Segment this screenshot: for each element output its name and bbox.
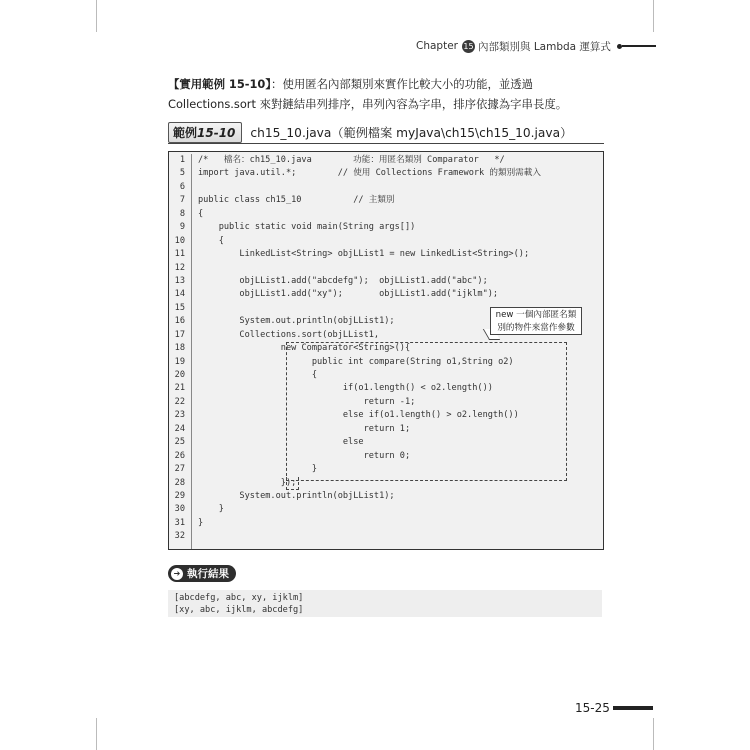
- line-number: 25: [174, 437, 185, 448]
- line-number: 7: [179, 195, 185, 206]
- code-line: System.out.println(objLList1);: [198, 490, 395, 501]
- header-rule: [622, 45, 656, 47]
- code-line: {: [198, 235, 224, 246]
- page-number: 15-25: [575, 701, 610, 715]
- line-number: 28: [174, 477, 185, 488]
- line-number: 1: [179, 155, 185, 165]
- code-line: [198, 530, 598, 543]
- code-line: LinkedList<String> objLList1 = new LinkedList<String>();: [198, 249, 530, 260]
- result-label: 執行結果: [187, 568, 229, 580]
- code-line: objLList1.add("abcdefg"); objLList1.add("abc");: [198, 275, 488, 286]
- code-line: return -1;: [198, 396, 416, 407]
- line-number: 31: [174, 517, 185, 528]
- line-number: 9: [179, 222, 185, 233]
- line-number: 19: [174, 356, 185, 367]
- code-line: return 0;: [198, 450, 411, 461]
- line-number: 8: [179, 208, 185, 219]
- code-line: else if(o1.length() > o2.length()): [198, 410, 519, 421]
- crop-mark: [96, 0, 97, 32]
- crop-mark: [96, 718, 97, 750]
- line-number: 30: [174, 504, 185, 515]
- callout-line: 別的物件來當作參數: [497, 323, 575, 333]
- line-number: 22: [174, 396, 185, 407]
- code-line: /* 檔名：ch15_10.java 功能：用匿名類別 Comparator */: [198, 155, 505, 165]
- code-line: [198, 262, 598, 275]
- output-line: [xy, abc, ijklm, abcdefg]: [174, 605, 304, 615]
- line-number: 18: [174, 343, 185, 354]
- crop-mark: [653, 718, 654, 750]
- code-line: else: [198, 437, 364, 448]
- code-body: [198, 154, 598, 544]
- example-tag: 【實用範例 15-10】: [168, 77, 272, 91]
- badge-prefix: 範例: [173, 125, 198, 140]
- line-number: 5: [179, 168, 185, 179]
- chapter-title: 內部類別與 Lambda 運算式: [477, 40, 611, 53]
- example-badge: [168, 122, 242, 143]
- page-number-bar: [613, 706, 653, 710]
- heading-underline: [168, 143, 604, 144]
- badge-number: 15-10: [197, 125, 236, 140]
- code-line: }: [198, 517, 204, 528]
- code-listing: [168, 151, 604, 550]
- code-line: System.out.println(objLList1);: [198, 316, 395, 327]
- intro-paragraph: [168, 74, 608, 114]
- code-line: }: [198, 464, 317, 475]
- code-line: Collections.sort(objLList1,: [198, 329, 380, 340]
- code-line: }: [198, 504, 224, 515]
- code-line: return 1;: [198, 423, 411, 434]
- line-number: 23: [174, 410, 185, 421]
- line-number: 26: [174, 450, 185, 461]
- code-line: [198, 181, 598, 194]
- code-line: objLList1.add("xy"); objLList1.add("ijklm");: [198, 289, 499, 300]
- code-line: public int compare(String o1,String o2): [198, 356, 514, 367]
- crop-mark: [653, 0, 654, 32]
- code-line: {: [198, 370, 317, 380]
- line-number: 6: [179, 181, 185, 192]
- chapter-number-badge: 15: [463, 41, 474, 51]
- line-number: 29: [174, 490, 185, 501]
- line-number: 17: [174, 329, 185, 340]
- intro-text: ：使用匿名內部類別來實作比較大小的功能，並透過 Collections.sort 來對鏈結串列排序，串列內容為字串，排序依據為字串長度。: [168, 77, 568, 111]
- line-number: 32: [174, 531, 185, 542]
- result-badge: [168, 565, 236, 582]
- code-line: });: [198, 477, 297, 488]
- line-number: 13: [174, 275, 185, 286]
- line-number: 16: [174, 316, 185, 327]
- code-line: public static void main(String args[]): [198, 222, 416, 233]
- line-number: 27: [174, 464, 185, 475]
- line-number: 11: [174, 249, 185, 260]
- line-number: 15: [174, 302, 185, 313]
- arrow-right-icon: ➔: [171, 568, 183, 580]
- annotation-callout: [490, 307, 582, 335]
- example-heading: [168, 123, 604, 141]
- chapter-word: Chapter: [416, 40, 458, 52]
- code-line: if(o1.length() < o2.length()): [198, 383, 493, 394]
- code-line: public class ch15_10 // 主類別: [198, 195, 395, 206]
- code-line: new Comparator<String>(){: [198, 343, 411, 354]
- output-line: [abcdefg, abc, xy, ijklm]: [174, 593, 304, 603]
- code-line: import java.util.*; // 使用 Collections Framework 的類別需載入: [198, 168, 541, 179]
- line-number: 12: [174, 262, 185, 273]
- example-file-info: ch15_10.java（範例檔案 myJava\ch15\ch15_10.java）: [250, 125, 573, 140]
- line-number: 24: [174, 423, 185, 434]
- line-number: 21: [174, 383, 185, 394]
- callout-line: new 一個內部匿名類: [495, 310, 577, 320]
- line-number: 20: [174, 370, 185, 380]
- line-number: 10: [174, 235, 185, 246]
- chapter-header: [416, 38, 656, 54]
- code-line: {: [198, 208, 204, 219]
- line-number: 14: [174, 289, 185, 300]
- line-number-gutter: [169, 154, 192, 549]
- output-box: [168, 590, 602, 617]
